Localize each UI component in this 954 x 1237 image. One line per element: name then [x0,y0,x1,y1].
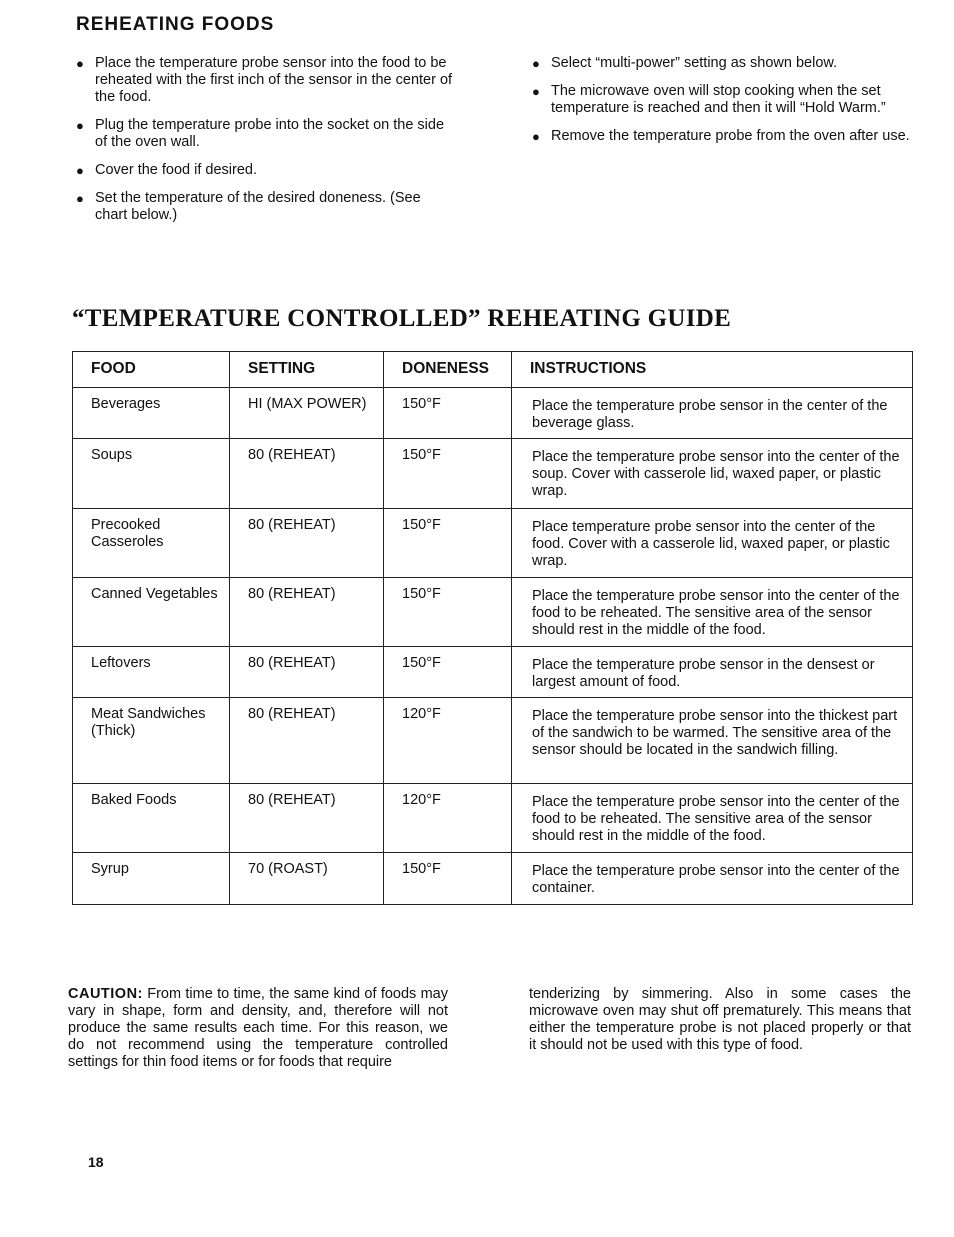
bullet-dot-icon: ● [532,129,540,144]
bullet-dot-icon: ● [532,84,540,99]
table-row [73,784,913,853]
table-row [73,853,913,905]
cell-doneness: 150°F [384,439,512,509]
cell-food: Canned Vegetables [73,578,230,647]
cell-doneness: 150°F [384,388,512,439]
reheating-guide-table [72,351,913,905]
bullet-text: Cover the food if desired. [95,162,258,178]
cell-food: Soups [73,439,230,509]
cell-food: Precooked Casseroles [73,509,230,578]
cell-setting: 80 (REHEAT) [230,578,384,647]
page-number: 18 [88,1154,104,1170]
table-row [73,578,913,647]
table-row [73,698,913,784]
header-setting: SETTING [230,352,384,388]
bullet-text: Plug the temperature probe into the socket on the side of the oven wall. [95,117,445,150]
bullet-text: Set the temperature of the desired doneness. (See chart below.) [95,190,421,223]
header-doneness: DONENESS [384,352,512,388]
bullet-dot-icon: ● [76,163,84,178]
table-header-row [73,352,913,388]
caution-text-left: From time to time, the same kind of foods may vary in shape, form and density, and, therefore will not produce the same results each time. For this reason, we do not recommend using the temperature controlled settings for thin food items or for foods that require [68,986,448,1070]
cell-food: Beverages [73,388,230,439]
bullet-text: Remove the temperature probe from the oven after use. [551,128,910,144]
cell-doneness: 150°F [384,509,512,578]
guide-title: “TEMPERATURE CONTROLLED” REHEATING GUIDE [72,305,732,332]
cell-doneness: 150°F [384,647,512,698]
bullet-item [76,117,456,151]
bullet-text: Select “multi-power” setting as shown below. [551,55,838,71]
cell-setting: 80 (REHEAT) [230,509,384,578]
bullet-item [76,162,456,179]
cell-food: Meat Sandwiches (Thick) [73,698,230,784]
cell-doneness: 150°F [384,578,512,647]
cell-instructions: Place temperature probe sensor into the center of the food. Cover with a casserole lid, waxed paper, or plastic wrap. [512,509,913,578]
caution-label: CAUTION: [68,986,143,1002]
bullet-item [532,128,914,145]
left-bullet-list [76,55,456,224]
header-food: FOOD [73,352,230,388]
bullet-dot-icon: ● [76,56,84,71]
bullet-item [532,55,914,72]
bullet-item [76,190,456,224]
cell-setting: 80 (REHEAT) [230,647,384,698]
bullet-dot-icon: ● [76,118,84,133]
cell-food: Baked Foods [73,784,230,853]
left-instructions [76,55,456,235]
cell-instructions: Place the temperature probe sensor into the center of the food to be reheated. The sensitive area of the sensor should rest in the middle of the food. [512,784,913,853]
bullet-item [532,83,914,117]
table-row [73,509,913,578]
cell-instructions: Place the temperature probe sensor in the center of the beverage glass. [512,388,913,439]
bullet-text: The microwave oven will stop cooking when the set temperature is reached and then it will “Hold Warm.” [551,83,886,116]
cell-setting: 80 (REHEAT) [230,439,384,509]
right-bullet-list [532,55,914,145]
cell-doneness: 150°F [384,853,512,905]
cell-instructions: Place the temperature probe sensor into the thickest part of the sandwich to be warmed. The sensitive area of the sensor should be located in the sandwich filling. [512,698,913,784]
cell-setting: 80 (REHEAT) [230,698,384,784]
cell-instructions: Place the temperature probe sensor into the center of the container. [512,853,913,905]
header-instructions: INSTRUCTIONS [512,352,913,388]
cell-instructions: Place the temperature probe sensor into the center of the soup. Cover with casserole lid, waxed paper, or plastic wrap. [512,439,913,509]
table-row [73,647,913,698]
cell-instructions: Place the temperature probe sensor into the center of the food to be reheated. The sensitive area of the sensor should rest in the middle of the food. [512,578,913,647]
cell-instructions: Place the temperature probe sensor in the densest or largest amount of food. [512,647,913,698]
section-heading: REHEATING FOODS [76,14,275,30]
table-row [73,439,913,509]
cell-doneness: 120°F [384,784,512,853]
bullet-item [76,55,456,106]
table-row [73,388,913,439]
caution-right-column [529,986,911,1054]
cell-setting: HI (MAX POWER) [230,388,384,439]
cell-food: Syrup [73,853,230,905]
cell-food: Leftovers [73,647,230,698]
bullet-dot-icon: ● [532,56,540,71]
cell-setting: 70 (ROAST) [230,853,384,905]
right-instructions [532,55,914,156]
cell-doneness: 120°F [384,698,512,784]
bullet-dot-icon: ● [76,191,84,206]
cell-setting: 80 (REHEAT) [230,784,384,853]
table-body [73,388,913,905]
caution-left-column [68,986,448,1071]
bullet-text: Place the temperature probe sensor into the food to be reheated with the first inch of the sensor in the center of the food. [95,55,453,105]
caution-text-right: tenderizing by simmering. Also in some cases the microwave oven may shut off prematurely. This means that either the temperature probe is not placed properly or that it should not be used with this type of food. [529,986,911,1053]
